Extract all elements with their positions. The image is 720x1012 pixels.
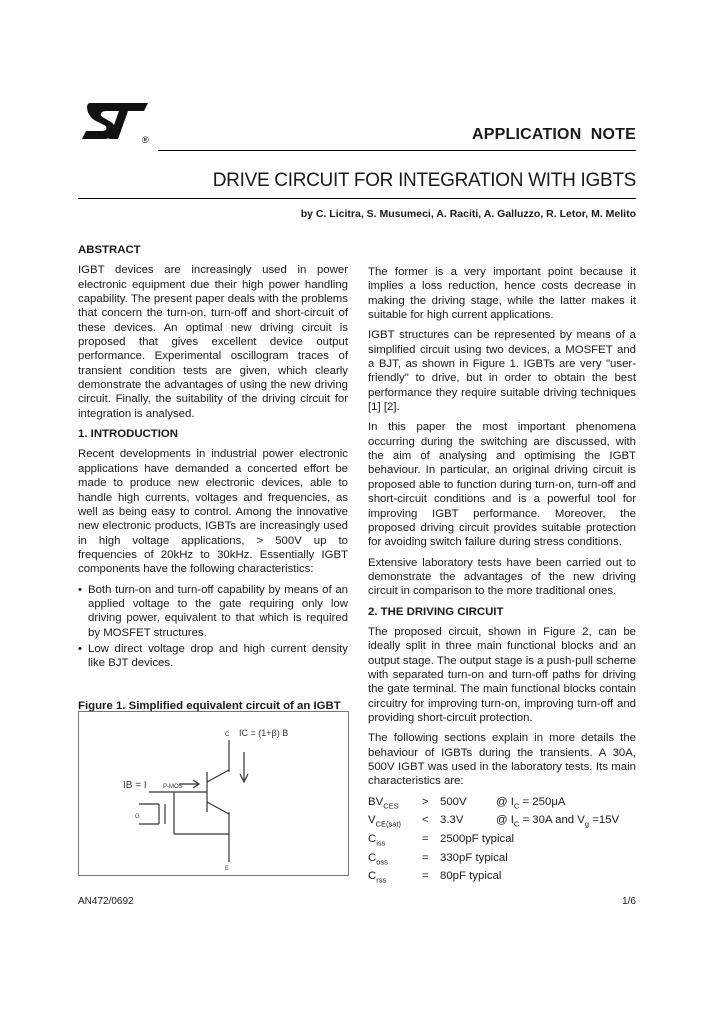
collector-label: C (225, 732, 230, 738)
characteristics-list (78, 583, 348, 671)
driving-circuit-heading: 2. THE DRIVING CIRCUIT (368, 605, 504, 618)
list-item: • Low direct voltage drop and high current density like BJT devices. (78, 642, 348, 671)
left-column (78, 243, 348, 713)
intro-paragraph: Recent developments in industrial power electronic applications have demanded a concerted effort be made to produce new electronic devices, able to handle high currents, voltages and frequencies, as well as being easy to control. Among the innovative new electronic products, IGBTs are increasingly used in high voltage applications, > 500V up to frequencies of 20kHz to 30kHz. Essentially IGBT components have the following characteristics: (78, 448, 348, 576)
spec-operator: = (422, 870, 429, 883)
circuit-diagram (79, 712, 348, 875)
app-note-label: APPLICATION NOTE (472, 126, 636, 143)
header-rule (158, 150, 636, 151)
right-column (368, 265, 636, 888)
spec-condition: @ $I_C = 250\mu A$ (496, 795, 566, 810)
right-paragraph: The former is a very important point because it implies a loss reduction, hence costs decrease in making the driving stage, while the latter makes it suitable for high current applications. (368, 266, 636, 322)
right-paragraph: The following sections explain in more details the behaviour of IGBTs during the transients. A 30A, 500V IGBT was used in the laboratory tests. Its main characteristics are: (368, 732, 636, 788)
right-paragraph: In this paper the most important phenomena occurring during the switching are discussed, with the aim of analysing and optimising the IGBT behaviour. In particular, an original driving circuit is proposed able to function during turn-on, turn-off and short-circuit conditions and is a powerful tool for improving IGBT performance. Moreover, the proposed driving circuit provides suitable protection for avoiding switch failure during stress conditions. (368, 421, 636, 549)
spec-operator: < (422, 814, 429, 827)
spec-symbol: $C_{oss}$ (368, 851, 388, 867)
st-logo (78, 97, 154, 147)
abstract-text: IGBT devices are increasingly used in power electronic equipment due their high power handling capability. The present paper deals with the problems that concern the turn-on, turn-off and short-circuit of these devices. An optimal new driving circuit is proposed that gives excellent device output performance. Experimental oscillogram traces of transient condition tests are given, which clearly demonstrate the advantages of using the new driving circuit. Finally, the suitability of the driving circuit for integration is analysed. (78, 264, 348, 420)
document-id: AN472/0692 (78, 896, 134, 907)
spec-condition: @ $I_C = 30A$ and $V_g =15V$ (496, 814, 620, 829)
ic-label: IC = (1+β) B (239, 728, 289, 738)
spec-operator: > (422, 795, 429, 808)
right-paragraph: The proposed circuit, shown in Figure 2, can be ideally split in three main functional blocks and an output stage. The output stage is a push-pull scheme with separated turn-on and turn-off paths for driving the gate terminal. The main functional blocks contain circuitry for improving turn-on, improving turn-off and providing short-circuit protection. (368, 625, 636, 724)
emitter-label: E (225, 866, 230, 872)
figure-caption: Figure 1. Simplified equivalent circuit of an IGBT (78, 699, 341, 712)
gate-label: G (135, 814, 140, 820)
spec-value: 80pF typical (440, 870, 502, 883)
pmos-label: P-MOS (163, 784, 183, 790)
title-rule (78, 198, 636, 199)
page-title: DRIVE CIRCUIT FOR INTEGRATION WITH IGBTS (212, 170, 636, 191)
spec-symbol: $V_{CE(sat)}$ (368, 814, 402, 829)
spec-value: 2500pF typical (440, 833, 515, 846)
authors: by C. Licitra, S. Musumeci, A. Raciti, A. Galluzzo, R. Letor, M. Melito (300, 208, 636, 220)
page-number: 1/6 (622, 896, 636, 907)
intro-heading: 1. INTRODUCTION (78, 428, 178, 441)
list-item: • Both turn-on and turn-off capability by means of an applied voltage to the gate requiring only low driving power, equivalent to that which is required by MOSFET structures. (78, 583, 348, 640)
spec-symbol: $C_{iss}$ (368, 833, 386, 848)
ib-label: IB = I (123, 780, 147, 791)
abstract-heading: ABSTRACT (78, 244, 141, 256)
figure-1-circuit (78, 711, 349, 876)
spec-table (368, 795, 636, 888)
spec-value: 500V (440, 795, 467, 808)
spec-operator: = (422, 833, 429, 846)
spec-value: 3.3V (440, 814, 464, 827)
right-paragraph: Extensive laboratory tests have been carried out to demonstrate the advantages of the new driving circuit in comparison to the more traditional ones. (368, 556, 636, 598)
spec-symbol: $BV_{CES}$ (368, 795, 399, 810)
spec-symbol: $C_{rss}$ (368, 870, 387, 885)
spec-operator: = (422, 851, 429, 864)
registered-mark: ® (142, 135, 149, 145)
right-paragraph: IGBT structures can be represented by means of a simplified circuit using two devices, a MOSFET and a BJT, as shown in Figure 1. IGBTs are very "user-friendly" to drive, but in order to obtain the best performance they require suitable driving techniques [1] [2]. (368, 329, 636, 414)
spec-value: 330pF typical (440, 851, 508, 864)
